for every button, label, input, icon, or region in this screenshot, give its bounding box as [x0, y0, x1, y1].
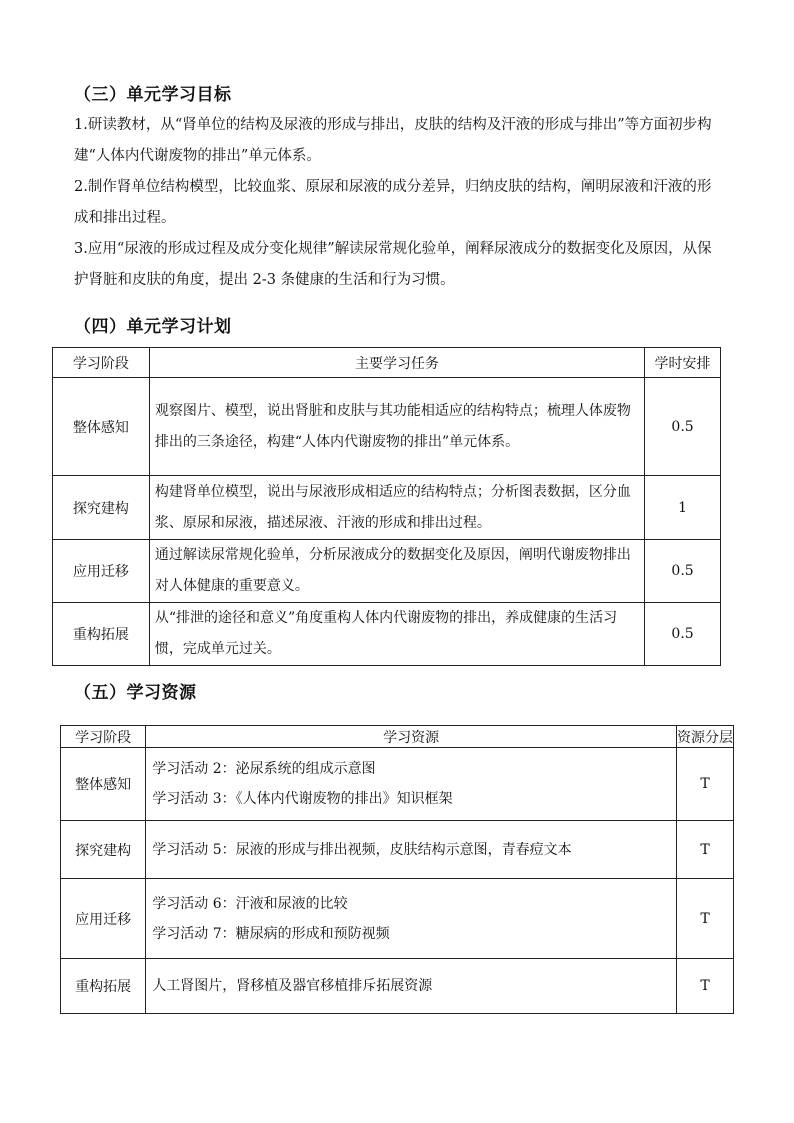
- stage-cell: 探究建构: [61, 821, 146, 879]
- resource-item: 学习活动 2：泌尿系统的组成示意图: [152, 761, 376, 777]
- task-cell: 构建肾单位模型，说出与尿液形成相适应的结构特点；分析图表数据，区分血浆、原尿和尿液，描述尿液、汗液的形成和排出过程。: [149, 476, 644, 540]
- header-hours: 学时安排: [645, 348, 721, 378]
- stage-cell: 重构拓展: [53, 603, 150, 666]
- header-task: 主要学习任务: [149, 348, 644, 378]
- stage-cell: 重构拓展: [61, 959, 146, 1014]
- table-row: [61, 879, 734, 959]
- resource-cell: [146, 959, 677, 1014]
- stage-cell: 应用迁移: [53, 540, 150, 603]
- resource-item: 学习活动 3：《人体内代谢废物的排出》知识框架: [152, 791, 453, 807]
- resource-item: 学习活动 7：糖尿病的形成和预防视频: [152, 925, 390, 942]
- hours-cell: 0.5: [645, 603, 721, 666]
- task-cell: 从“排泄的途径和意义”角度重构人体内代谢废物的排出，养成健康的生活习惯，完成单元过关。: [149, 603, 644, 666]
- hours-cell: 0.5: [645, 540, 721, 603]
- section5-title: （五）学习资源: [74, 683, 197, 703]
- resource-item: 人工肾图片，肾移植及器官移植排斥拓展资源: [152, 978, 433, 994]
- table-row: [61, 959, 734, 1014]
- resource-item: 学习活动 5：尿液的形成与排出视频，皮肤结构示意图，青春痘文本: [152, 841, 572, 858]
- goal-3: 3.应用“尿液的形成过程及成分变化规律”解读尿常规化验单，阐释尿液成分的数据变化及原因，从保护肾脏和皮肤的角度，提出 2-3 条健康的生活和行为习惯。: [74, 241, 712, 288]
- task-cell: 通过解读尿常规化验单，分析尿液成分的数据变化及原因，阐明代谢废物排出对人体健康的重要意义。: [149, 540, 644, 603]
- resource-cell: [146, 748, 677, 821]
- stage-cell: 整体感知: [61, 748, 146, 821]
- resources-table: [60, 725, 734, 1014]
- hours-cell: 1: [645, 476, 721, 540]
- goal-1: 1.研读教材，从“肾单位的结构及尿液的形成与排出，皮肤的结构及汗液的形成与排出”等方面初步构建“人体内代谢废物的排出”单元体系。: [74, 117, 712, 164]
- resource-cell: [146, 879, 677, 959]
- stage-cell: 探究建构: [53, 476, 150, 540]
- header-stage: 学习阶段: [61, 726, 146, 748]
- stage-cell: 整体感知: [53, 378, 150, 476]
- level-cell: T: [676, 748, 733, 821]
- section4-title: （四）单元学习计划: [74, 317, 232, 337]
- table-header-row: [61, 726, 734, 748]
- table-row: [61, 748, 734, 821]
- resource-item: 学习活动 6：汗液和尿液的比较: [152, 895, 348, 912]
- task-cell: 观察图片、模型，说出肾脏和皮肤与其功能相适应的结构特点；梳理人体废物排出的三条途径，构建“人体内代谢废物的排出”单元体系。: [149, 378, 644, 476]
- resource-cell: [146, 821, 677, 879]
- goals-list: [74, 110, 724, 296]
- header-level: 资源分层: [676, 726, 733, 748]
- level-cell: T: [676, 959, 733, 1014]
- header-stage: 学习阶段: [53, 348, 150, 378]
- table-row: [53, 603, 721, 666]
- table-row: [53, 378, 721, 476]
- table-row: [61, 821, 734, 879]
- level-cell: T: [676, 821, 733, 879]
- hours-cell: 0.5: [645, 378, 721, 476]
- table-header-row: [53, 348, 721, 378]
- section3-title: （三）单元学习目标: [74, 85, 232, 105]
- table-row: [53, 476, 721, 540]
- level-cell: T: [676, 879, 733, 959]
- table-row: [53, 540, 721, 603]
- stage-cell: 应用迁移: [61, 879, 146, 959]
- goal-2: 2.制作肾单位结构模型，比较血浆、原尿和尿液的成分差异，归纳皮肤的结构，阐明尿液和汗液的形成和排出过程。: [74, 179, 712, 226]
- header-resource: 学习资源: [146, 726, 677, 748]
- study-plan-table: [52, 347, 721, 666]
